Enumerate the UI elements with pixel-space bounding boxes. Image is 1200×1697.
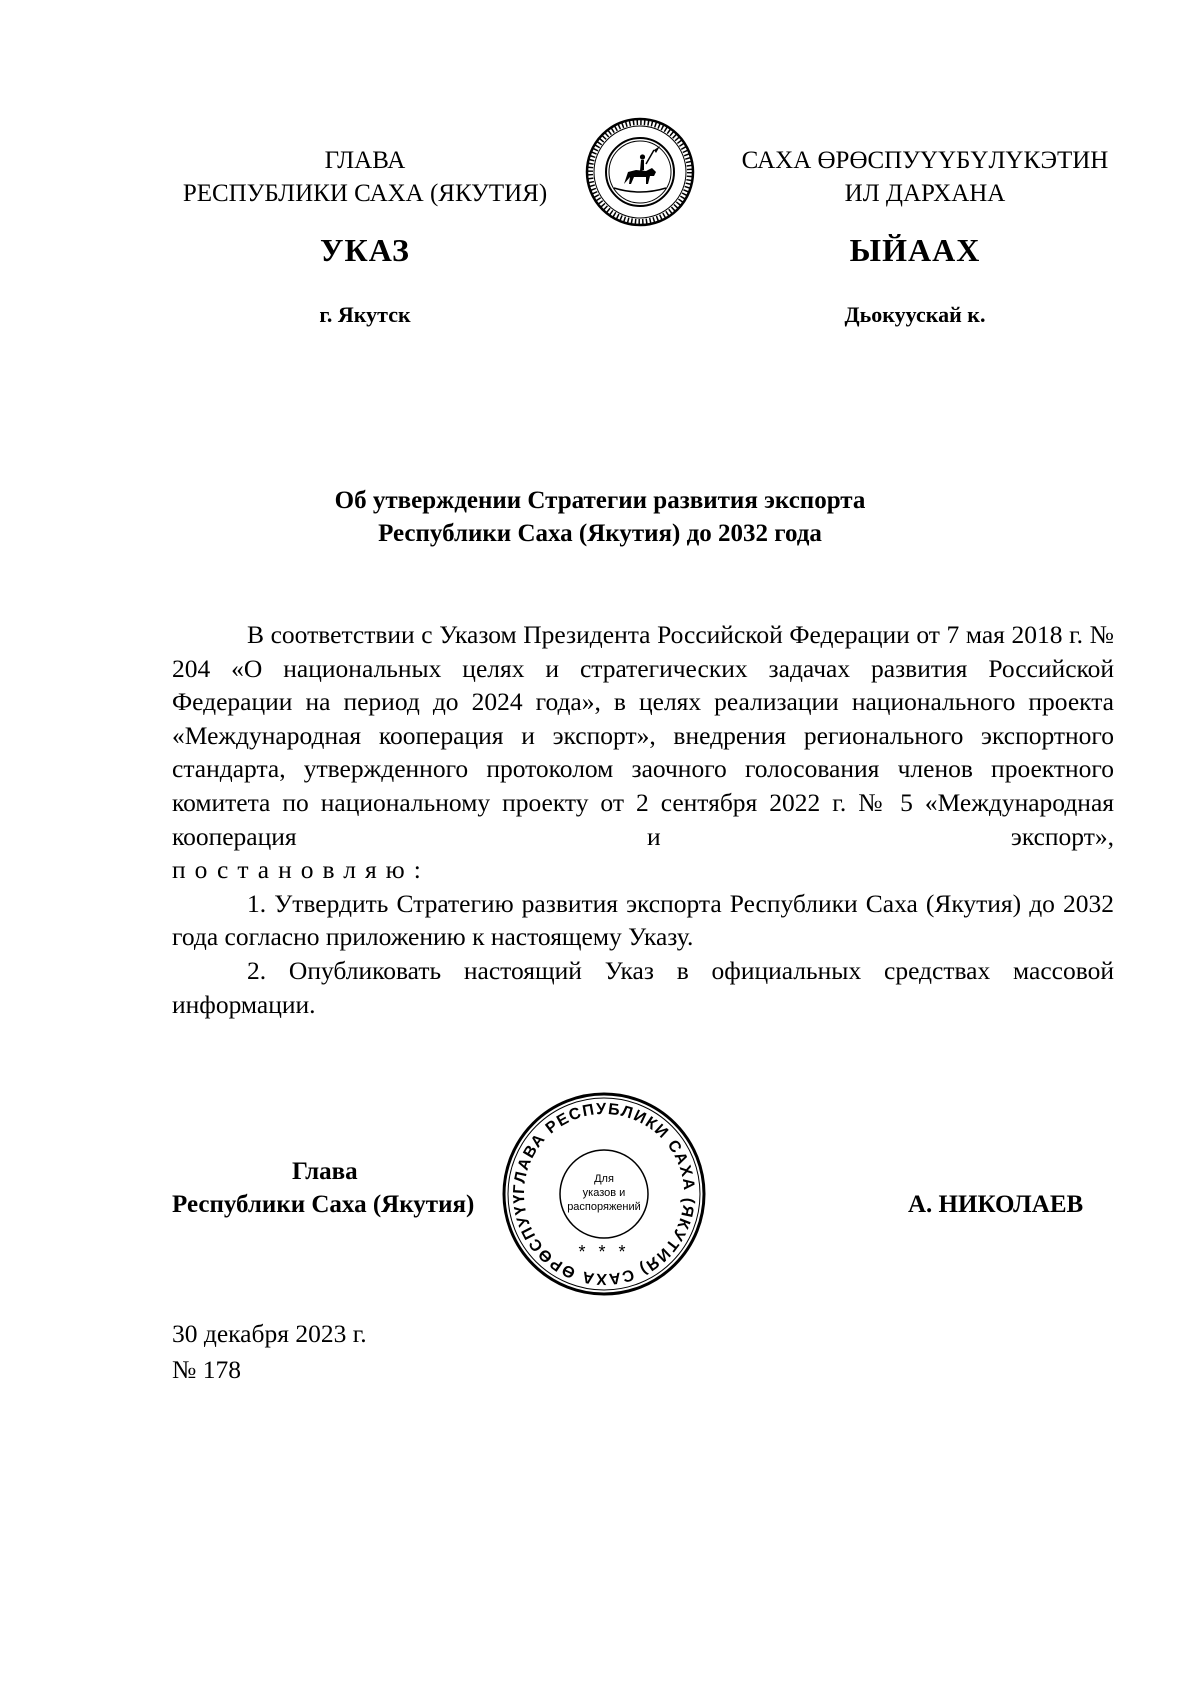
doc-type-ru: УКАЗ — [320, 232, 410, 268]
header-left-line1: ГЛАВА — [324, 147, 406, 174]
subject-line1: Об утверждении Стратегии развития экспорта — [334, 487, 866, 514]
subject-line2: Республики Саха (Якутия) до 2032 года — [378, 520, 822, 547]
city-sah: Дьокуускай к. — [844, 302, 986, 327]
item-2: 2. Опубликовать настоящий Указ в официальных средствах массовой информации. — [172, 955, 1114, 1019]
stamp-center-line1: Для — [594, 1173, 614, 1185]
preamble-paragraph: В соответствии с Указом Президента Российской Федерации от 7 мая 2018 г. № 204 «О национальных целях и стратегических задачах развития Российской Федерации на период до 2024 года», в целях реализации национального проекта «Международная кооперация и экспорт», внедрения регионального экспортного стандарта, утвержденного протоколом заочного голосования членов проектного комитета по национальному проекту от 2 сентября 2022 г. № 5 «Международная кооперация и экспорт», — [172, 620, 1114, 851]
signature-name: А. НИКОЛАЕВ — [908, 1191, 1084, 1218]
stamp-center-line2: указов и — [582, 1187, 626, 1199]
decree-word: постановляю: — [172, 855, 430, 885]
document-body — [172, 618, 1114, 1021]
header-right — [700, 144, 1150, 210]
header-left-line2: РЕСПУБЛИКИ САХА (ЯКУТИЯ) — [182, 180, 548, 207]
item-1: 1. Утвердить Стратегию развития экспорта Республики Саха (Якутия) до 2032 года согласно приложению к настоящему Указу. — [172, 888, 1114, 952]
coat-of-arms-emblem — [584, 116, 696, 228]
header-right-line2: ИЛ ДАРХАНА — [844, 180, 1006, 207]
stamp-stars: * * * — [578, 1242, 630, 1262]
header-left — [150, 144, 580, 210]
city-ru: г. Якутск — [319, 302, 411, 327]
doc-type-sah: ЫЙААХ — [849, 232, 981, 268]
decree-word-line — [172, 853, 1114, 887]
official-stamp — [500, 1090, 708, 1298]
stamp-center-line3: распоряжений — [567, 1201, 641, 1213]
header-right-line1: САХА ӨРӨСПУҮҮБҮЛҮКЭТИН — [741, 147, 1109, 174]
document-number: № 178 — [172, 1355, 241, 1384]
signature-position-line2: Республики Саха (Якутия) — [172, 1191, 475, 1218]
stamp-ring-text: ГЛАВА РЕСПУБЛИКИ САХА (ЯКУТИЯ) САХА ӨРӨСПУҮҮ — [510, 1100, 698, 1288]
document-date: 30 декабря 2023 г. — [172, 1319, 367, 1348]
document-subject — [170, 484, 1030, 550]
signature-position-line1: Глава — [292, 1158, 358, 1185]
